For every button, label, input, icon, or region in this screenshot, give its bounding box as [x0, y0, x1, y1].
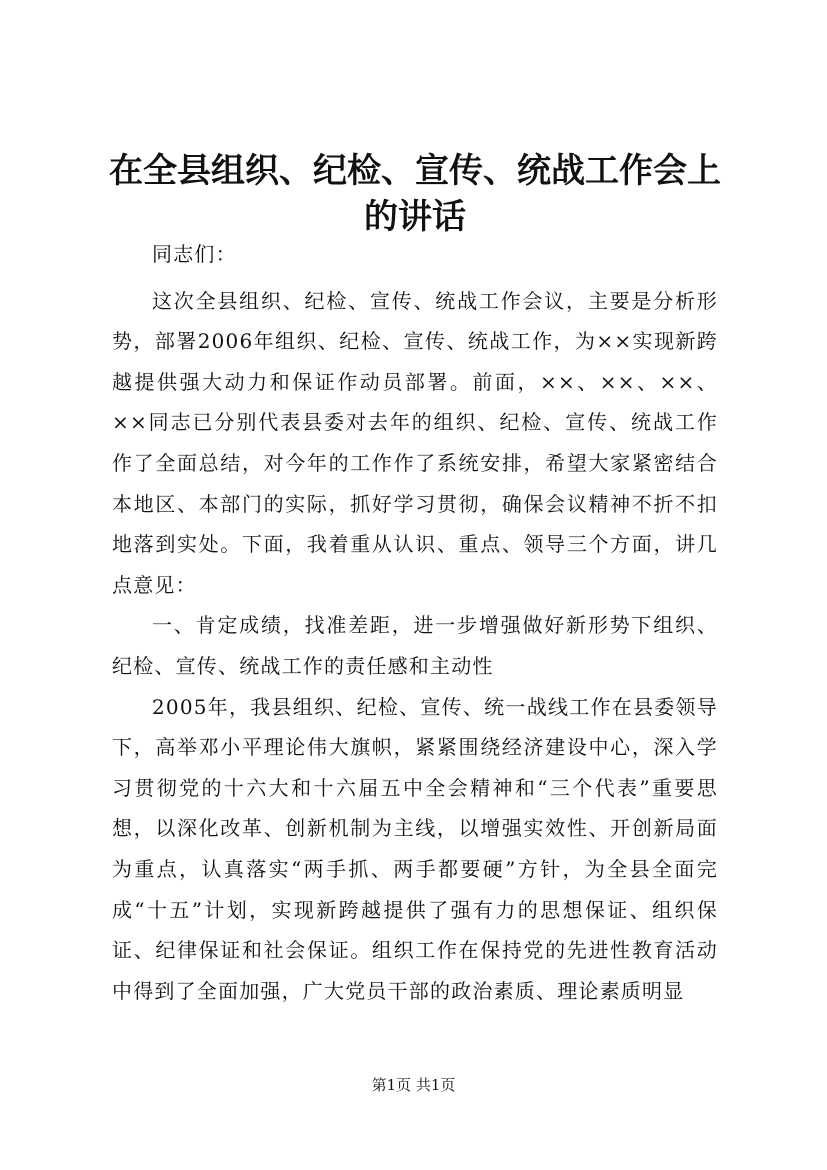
document-title: 在全县组织、纪检、宣传、统战工作会上的讲话: [109, 151, 721, 237]
section-heading-1: 一、肯定成绩，找准差距，进一步增强做好新形势下组织、纪检、宣传、统战工作的责任感和主动性: [112, 613, 718, 678]
paragraph-intro: 这次全县组织、纪检、宣传、统战工作会议，主要是分析形势，部署2006年组织、纪检、宣传、统战工作，为××实现新跨越提供强大动力和保证作动员部署。前面，××、××、××、××同志已分别代表县委对去年的组织、纪检、宣传、统战工作作了全面总结，对今年的工作作了系统安排，希望大家紧密结合本地区、本部门的实际，抓好学习贯彻，确保会议精神不折不扣地落到实处。下面，我着重从认识、重点、领导三个方面，讲几点意见：: [112, 288, 718, 597]
paragraph-2005-review: 2005年，我县组织、纪检、宣传、统一战线工作在县委领导下，高举邓小平理论伟大旗帜，紧紧围绕经济建设中心，深入学习贯彻党的十六大和十六届五中全会精神和“三个代表”重要思想，以深化改革、创新机制为主线，以增强实效性、开创新局面为重点，认真落实“两手抓、两手都要硬”方针，为全县全面完成“十五”计划，实现新跨越提供了强有力的思想保证、组织保证、纪律保证和社会保证。组织工作在保持党的先进性教育活动中得到了全面加强，广大党员干部的政治素质、理论素质明显: [112, 694, 718, 1003]
page-number-footer: 第1页 共1页: [371, 1076, 456, 1094]
document-body: [112, 234, 718, 1011]
salutation: 同志们：: [152, 242, 237, 266]
